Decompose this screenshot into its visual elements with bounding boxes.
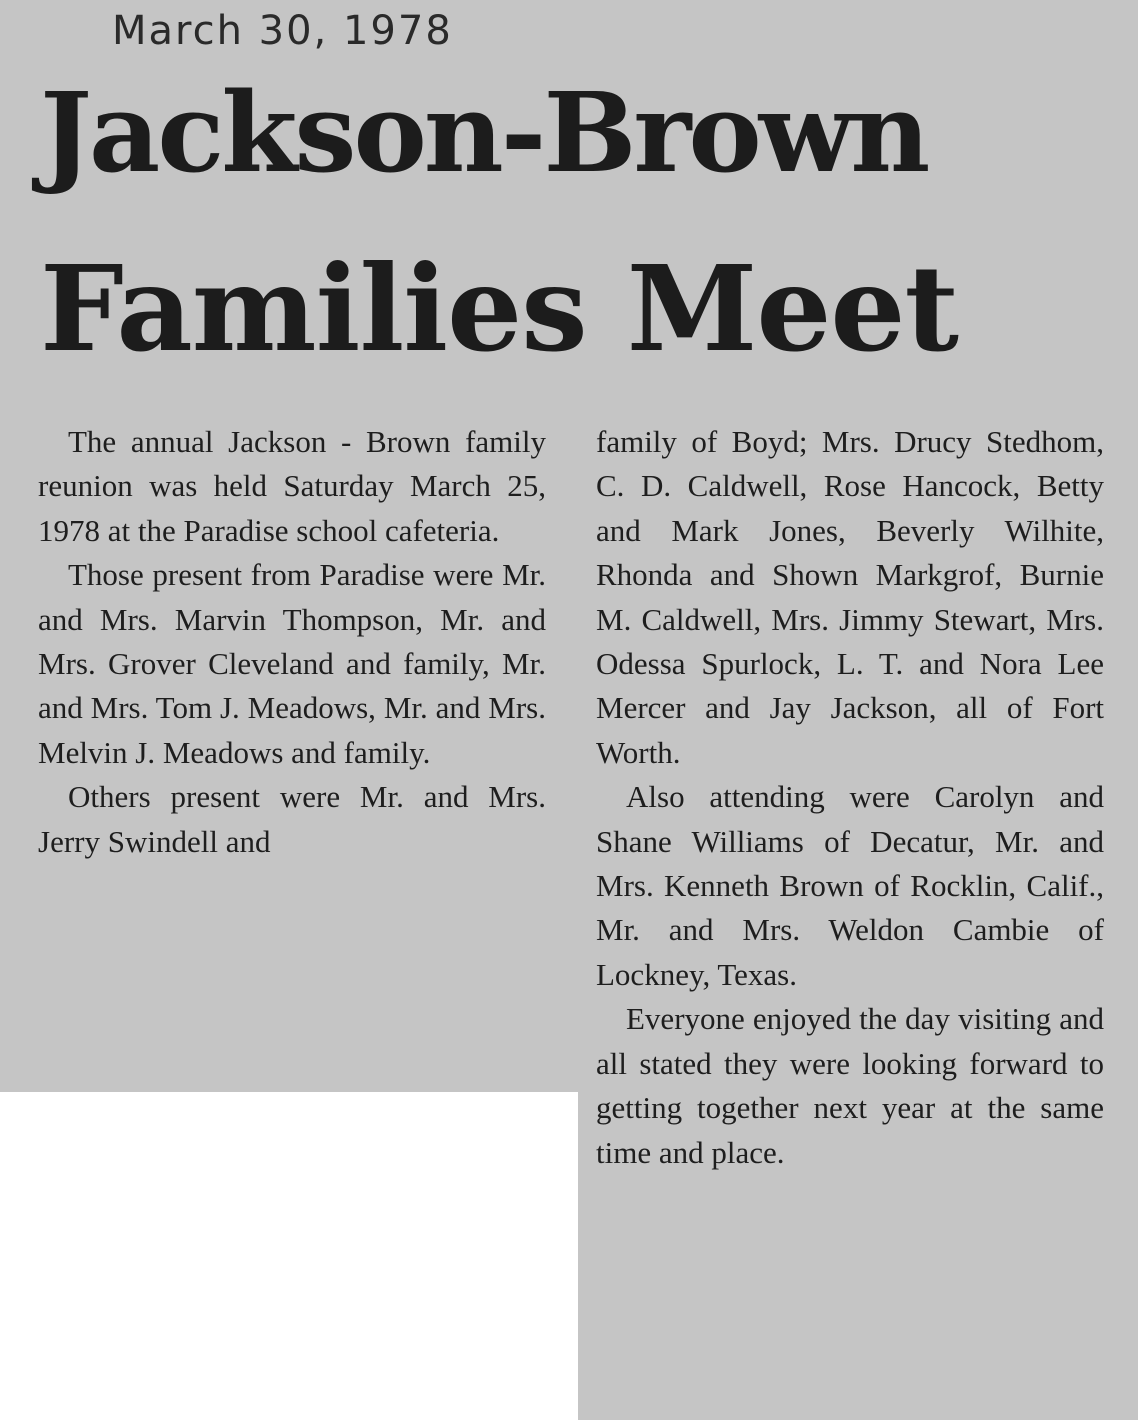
article-paragraph: The annual Jackson - Brown family reunion was held Saturday March 25, 1978 at the Paradise school cafeteria. xyxy=(38,424,546,548)
headline-line-1: Jackson-Brown xyxy=(40,68,928,197)
headline-line-2: Families Meet xyxy=(40,239,958,378)
article-paragraph-continued: family of Boyd; Mrs. Drucy Stedhom, C. D. Caldwell, Rose Hancock, Betty and Mark Jones, Beverly Wilhite, Rhonda and Shown Markgrof, Burnie M. Caldwell, Mrs. Jimmy Stewart, Mrs. Odessa Spurlock, L. T. and Nora Lee Mercer and Jay Jackson, all of Fort Worth. xyxy=(596,424,1104,770)
article-paragraph: Also attending were Carolyn and Shane Williams of Decatur, Mr. and Mrs. Kenneth Brown of Rocklin, Calif., Mr. and Mrs. Weldon Cambie of Lockney, Texas. xyxy=(596,779,1104,992)
article-paragraph: Those present from Paradise were Mr. and Mrs. Marvin Thompson, Mr. and Mrs. Grover Cleveland and family, Mr. and Mrs. Tom J. Meadows, Mr. and Mrs. Melvin J. Meadows and family. xyxy=(38,557,546,770)
article-column-right xyxy=(596,420,1104,1175)
article-paragraph: Others present were Mr. and Mrs. Jerry Swindell and xyxy=(38,779,546,859)
article-paragraph: Everyone enjoyed the day visiting and all stated they were looking forward to getting together next year at the same time and place. xyxy=(596,1001,1104,1170)
article-column-left xyxy=(38,420,546,864)
handwritten-date: March 30, 1978 xyxy=(112,8,453,54)
